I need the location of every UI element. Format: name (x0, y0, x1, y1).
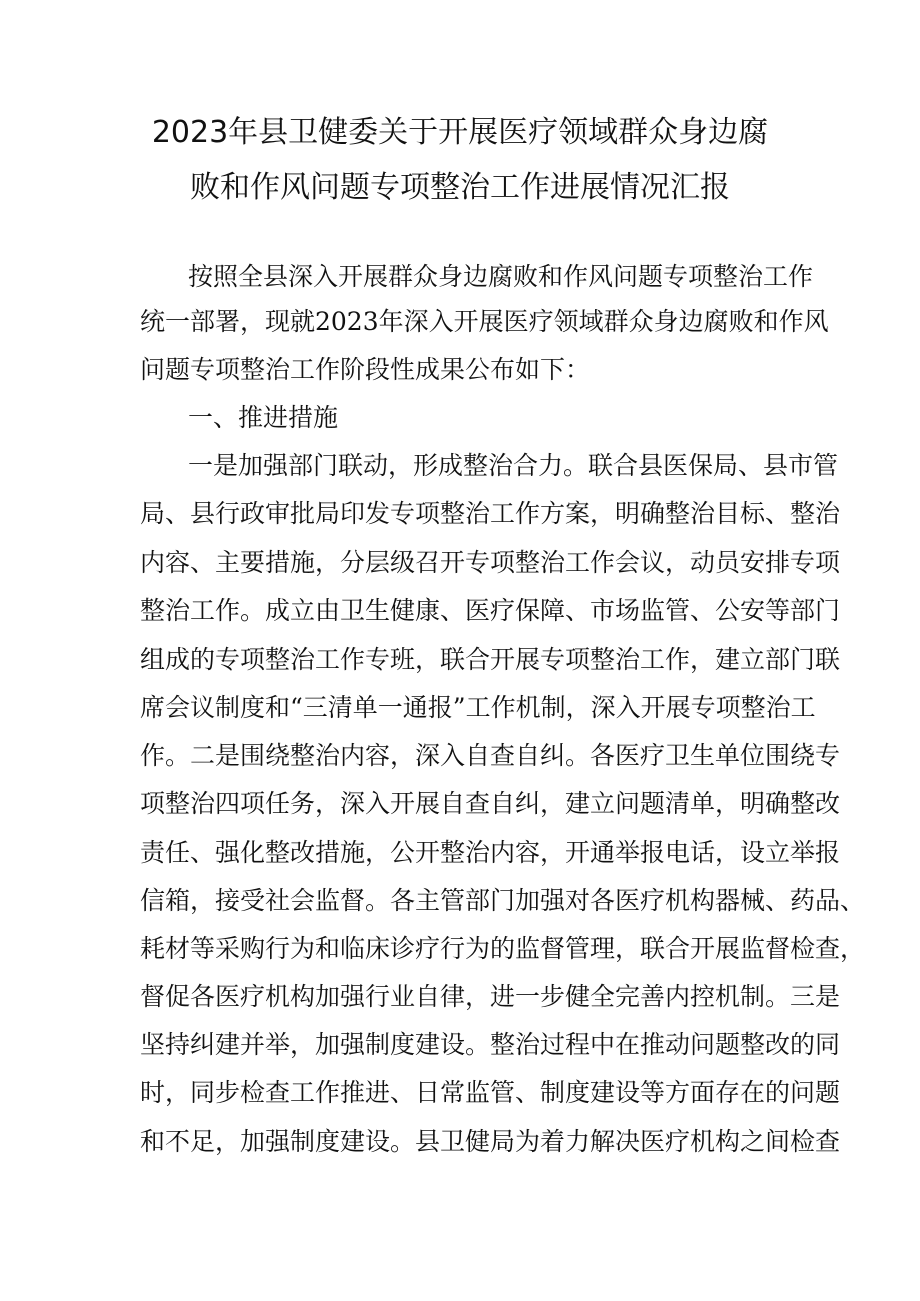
document-title-line-1: 2023年县卫健委关于开展医疗领域群众身边腐 (151, 115, 769, 150)
paragraph-line: 耗材等采购行为和临床诊疗行为的监督管理，联合开展监督检查， (140, 934, 866, 963)
paragraph-line: 整治工作。成立由卫生健康、医疗保障、市场监管、公安等部门 (140, 596, 841, 625)
paragraph-line: 按照全县深入开展群众身边腐败和作风问题专项整治工作 (188, 262, 814, 291)
document-title-line-2: 败和作风问题专项整治工作进展情况汇报 (190, 170, 730, 205)
paragraph-line: 督促各医疗机构加强行业自律，进一步健全完善内控机制。三是 (140, 982, 841, 1011)
paragraph-line: 一是加强部门联动，形成整治合力。联合县医保局、县市管 (188, 451, 839, 480)
paragraph-line: 和不足，加强制度建设。县卫健局为着力解决医疗机构之间检查 (140, 1127, 841, 1156)
paragraph-line: 内容、主要措施，分层级召开专项整治工作会议，动员安排专项 (140, 548, 841, 577)
paragraph-line: 责任、强化整改措施，公开整治内容，开通举报电话，设立举报 (140, 838, 841, 867)
paragraph-line: 局、县行政审批局印发专项整治工作方案，明确整治目标、整治 (140, 499, 841, 528)
paragraph-line: 项整治四项任务，深入开展自查自纠，建立问题清单，明确整改 (140, 789, 841, 818)
paragraph-line: 坚持纠建并举，加强制度建设。整治过程中在推动问题整改的同 (140, 1030, 841, 1059)
paragraph-line: 问题专项整治工作阶段性成果公布如下： (140, 355, 591, 384)
paragraph-line: 席会议制度和“三清单一通报”工作机制，深入开展专项整治工 (140, 693, 816, 722)
paragraph-line: 作。二是围绕整治内容，深入自查自纠。各医疗卫生单位围绕专 (140, 741, 841, 770)
paragraph-line: 信箱，接受社会监督。各主管部门加强对各医疗机构器械、药品、 (140, 886, 866, 915)
paragraph-line: 时，同步检查工作推进、日常监管、制度建设等方面存在的问题 (140, 1078, 841, 1107)
paragraph-line: 组成的专项整治工作专班，联合开展专项整治工作，建立部门联 (140, 645, 841, 674)
paragraph-line: 统一部署，现就2023年深入开展医疗领域群众身边腐败和作风 (140, 307, 829, 336)
section-heading: 一、推进措施 (188, 403, 339, 432)
